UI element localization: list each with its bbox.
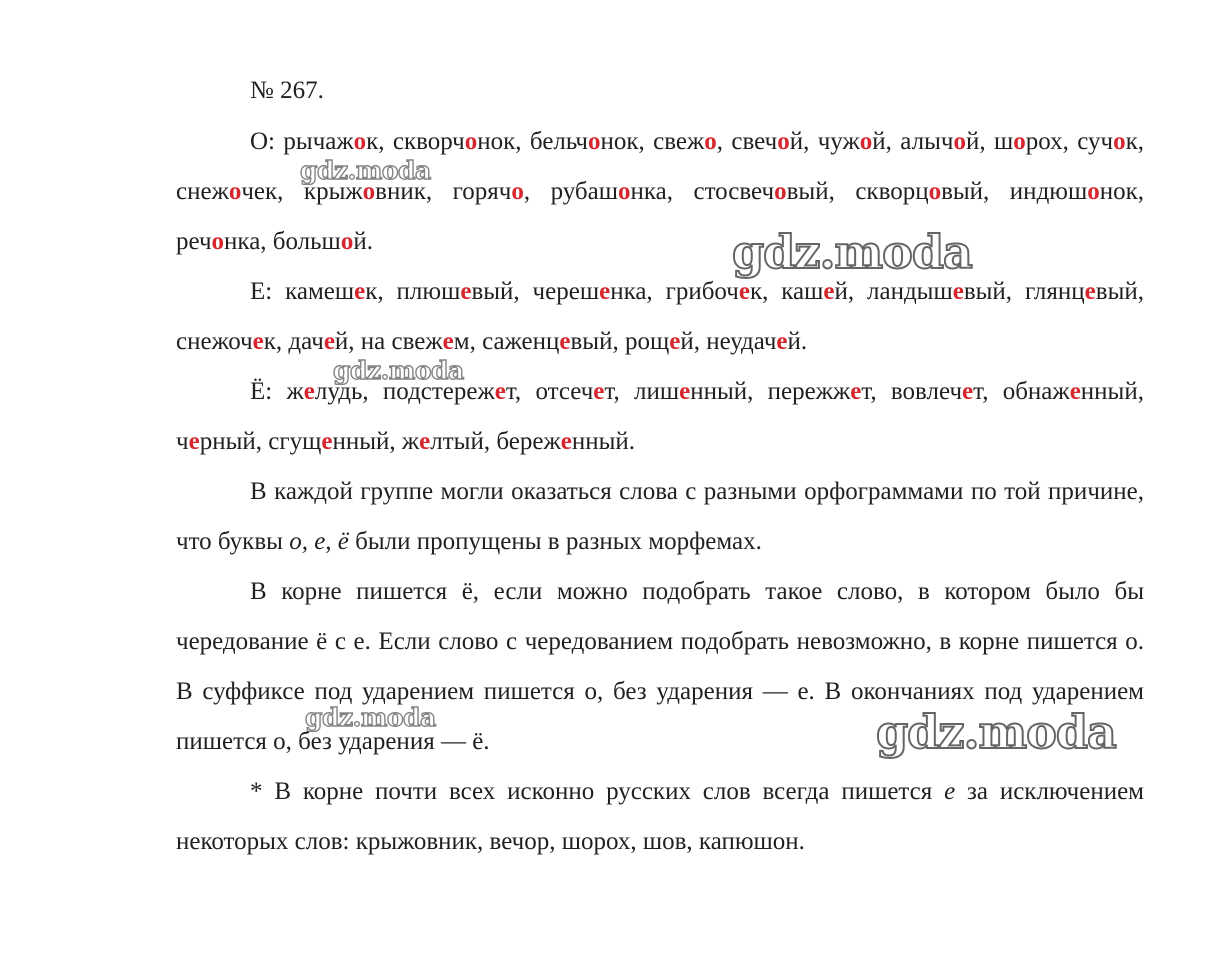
- reason-text-2: были пропущены в разных морфемах.: [348, 528, 762, 555]
- text-segment: т, вовлеч: [861, 378, 963, 405]
- watermark-logo: gdz.moda: [876, 705, 1116, 759]
- highlighted-letter: е: [850, 378, 862, 405]
- note-text-2: за исключением некоторых слов: крыжовник, вечор, шорох, шов, капюшон.: [176, 778, 1144, 855]
- rule-paragraph: В корне пишется ё, если можно подобрать такое слово, в котором было бы чередование ё с е. Если слово с чередованием подобрать невозможно, в корне пишется о. В суффиксе под ударением пишется о, без ударения — е. В окончаниях под ударением пишется о, без ударения — ё.: [176, 578, 1144, 755]
- text-segment: нный.: [571, 428, 636, 455]
- text-segment: вый, скворц: [786, 178, 929, 205]
- text-segment: вый, череш: [471, 278, 600, 305]
- highlighted-letter: е: [823, 278, 835, 305]
- text-segment: Ё: ж: [250, 378, 304, 405]
- highlighted-letter: е: [560, 428, 572, 455]
- note-paragraph: [176, 767, 1144, 867]
- highlighted-letter: е: [679, 378, 691, 405]
- highlighted-letter: о: [511, 178, 524, 205]
- highlighted-letter: о: [1113, 128, 1126, 155]
- text-segment: к, снеж: [176, 128, 1144, 205]
- text-segment: вый, рощ: [570, 328, 670, 355]
- highlighted-letter: о: [211, 228, 225, 255]
- watermark-logo: gdz.moda: [305, 703, 436, 732]
- text-segment: рный, сгущ: [199, 428, 322, 455]
- text-segment: й, чуж: [789, 128, 860, 155]
- text-segment: т, лиш: [604, 378, 680, 405]
- highlighted-letter: о: [362, 178, 376, 205]
- highlighted-letter: е: [460, 278, 472, 305]
- o-group-paragraph: [176, 117, 1144, 267]
- highlighted-letter: о: [587, 128, 601, 155]
- highlighted-letter: е: [1084, 278, 1096, 305]
- highlighted-letter: е: [252, 328, 264, 355]
- highlighted-letter: о: [353, 128, 367, 155]
- highlighted-letter: е: [354, 278, 366, 305]
- text-segment: вый, снежоч: [176, 278, 1145, 355]
- highlighted-letter: е: [559, 328, 571, 355]
- watermark-logo: gdz.moda: [333, 356, 464, 385]
- highlighted-letter: о: [928, 178, 942, 205]
- text-segment: т, обнаж: [973, 378, 1070, 405]
- text-segment: , рубаш: [523, 178, 618, 205]
- text-segment: О: рычаж: [250, 128, 354, 155]
- highlighted-letter: е: [738, 278, 750, 305]
- watermark-logo: gdz.moda: [732, 225, 972, 279]
- text-segment: нный, ч: [176, 378, 1144, 455]
- text-segment: й.: [353, 228, 373, 255]
- text-segment: , свеч: [716, 128, 778, 155]
- highlighted-letter: е: [776, 328, 788, 355]
- highlighted-letter: е: [303, 378, 315, 405]
- text-segment: й.: [787, 328, 808, 355]
- text-segment: й, неудач: [680, 328, 777, 355]
- reason-text-1: В каждой группе могли оказаться слова с разными орфограммами по той причине, что буквы: [176, 478, 1144, 555]
- text-segment: нка, грибоч: [610, 278, 739, 305]
- text-segment: лудь, подстереж: [314, 378, 495, 405]
- text-segment: к, дач: [263, 328, 324, 355]
- text-segment: к, каш: [749, 278, 824, 305]
- text-segment: рох, суч: [1025, 128, 1114, 155]
- text-segment: к, плюш: [365, 278, 461, 305]
- text-segment: нный, пережж: [690, 378, 851, 405]
- highlighted-letter: о: [953, 128, 966, 155]
- highlighted-letter: е: [419, 428, 431, 455]
- text-segment: вый, глянц: [963, 278, 1085, 305]
- highlighted-letter: е: [188, 428, 200, 455]
- highlighted-letter: о: [1087, 178, 1100, 205]
- highlighted-letter: о: [617, 178, 631, 205]
- yo-group-paragraph: [176, 367, 1144, 467]
- highlighted-letter: е: [952, 278, 964, 305]
- highlighted-letter: е: [323, 328, 335, 355]
- watermark-logo: gdz.moda: [300, 156, 431, 185]
- text-segment: нок, свеж: [600, 128, 705, 155]
- highlighted-letter: о: [704, 128, 717, 155]
- highlighted-letter: о: [859, 128, 873, 155]
- highlighted-letter: е: [669, 328, 681, 355]
- highlighted-letter: о: [228, 178, 242, 205]
- highlighted-letter: о: [777, 128, 790, 155]
- text-segment: й, ландыш: [834, 278, 953, 305]
- highlighted-letter: е: [593, 378, 605, 405]
- text-segment: нка, стосвеч: [630, 178, 775, 205]
- reason-letters: о, е, ё: [289, 528, 349, 555]
- text-segment: к, скворч: [366, 128, 465, 155]
- highlighted-letter: е: [962, 378, 974, 405]
- task-number: № 267.: [250, 77, 324, 104]
- reason-paragraph: [176, 467, 1144, 567]
- note-letter: е: [944, 778, 956, 805]
- highlighted-letter: о: [340, 228, 354, 255]
- highlighted-letter: е: [442, 328, 454, 355]
- text-segment: лтый, береж: [430, 428, 561, 455]
- text-segment: вый, индюш: [941, 178, 1088, 205]
- highlighted-letter: о: [1013, 128, 1026, 155]
- text-segment: т, отсеч: [505, 378, 594, 405]
- text-segment: й, на свеж: [334, 328, 443, 355]
- e-group-paragraph: [176, 267, 1144, 367]
- text-segment: нный, ж: [332, 428, 420, 455]
- text-segment: вник, горяч: [375, 178, 512, 205]
- highlighted-letter: о: [774, 178, 787, 205]
- text-segment: Е: камеш: [250, 278, 355, 305]
- text-segment: чек, крыж: [241, 178, 363, 205]
- highlighted-letter: е: [321, 428, 333, 455]
- highlighted-letter: е: [599, 278, 611, 305]
- text-segment: нок, бельч: [477, 128, 588, 155]
- highlighted-letter: е: [494, 378, 506, 405]
- text-segment: нок, реч: [176, 178, 1144, 255]
- text-segment: м, саженц: [453, 328, 560, 355]
- highlighted-letter: е: [1069, 378, 1081, 405]
- note-text-1: * В корне почти всех исконно русских слов всегда пишется: [250, 778, 945, 805]
- highlighted-letter: о: [464, 128, 478, 155]
- text-segment: нка, больш: [224, 228, 341, 255]
- text-segment: й, ш: [965, 128, 1014, 155]
- text-segment: й, алыч: [872, 128, 954, 155]
